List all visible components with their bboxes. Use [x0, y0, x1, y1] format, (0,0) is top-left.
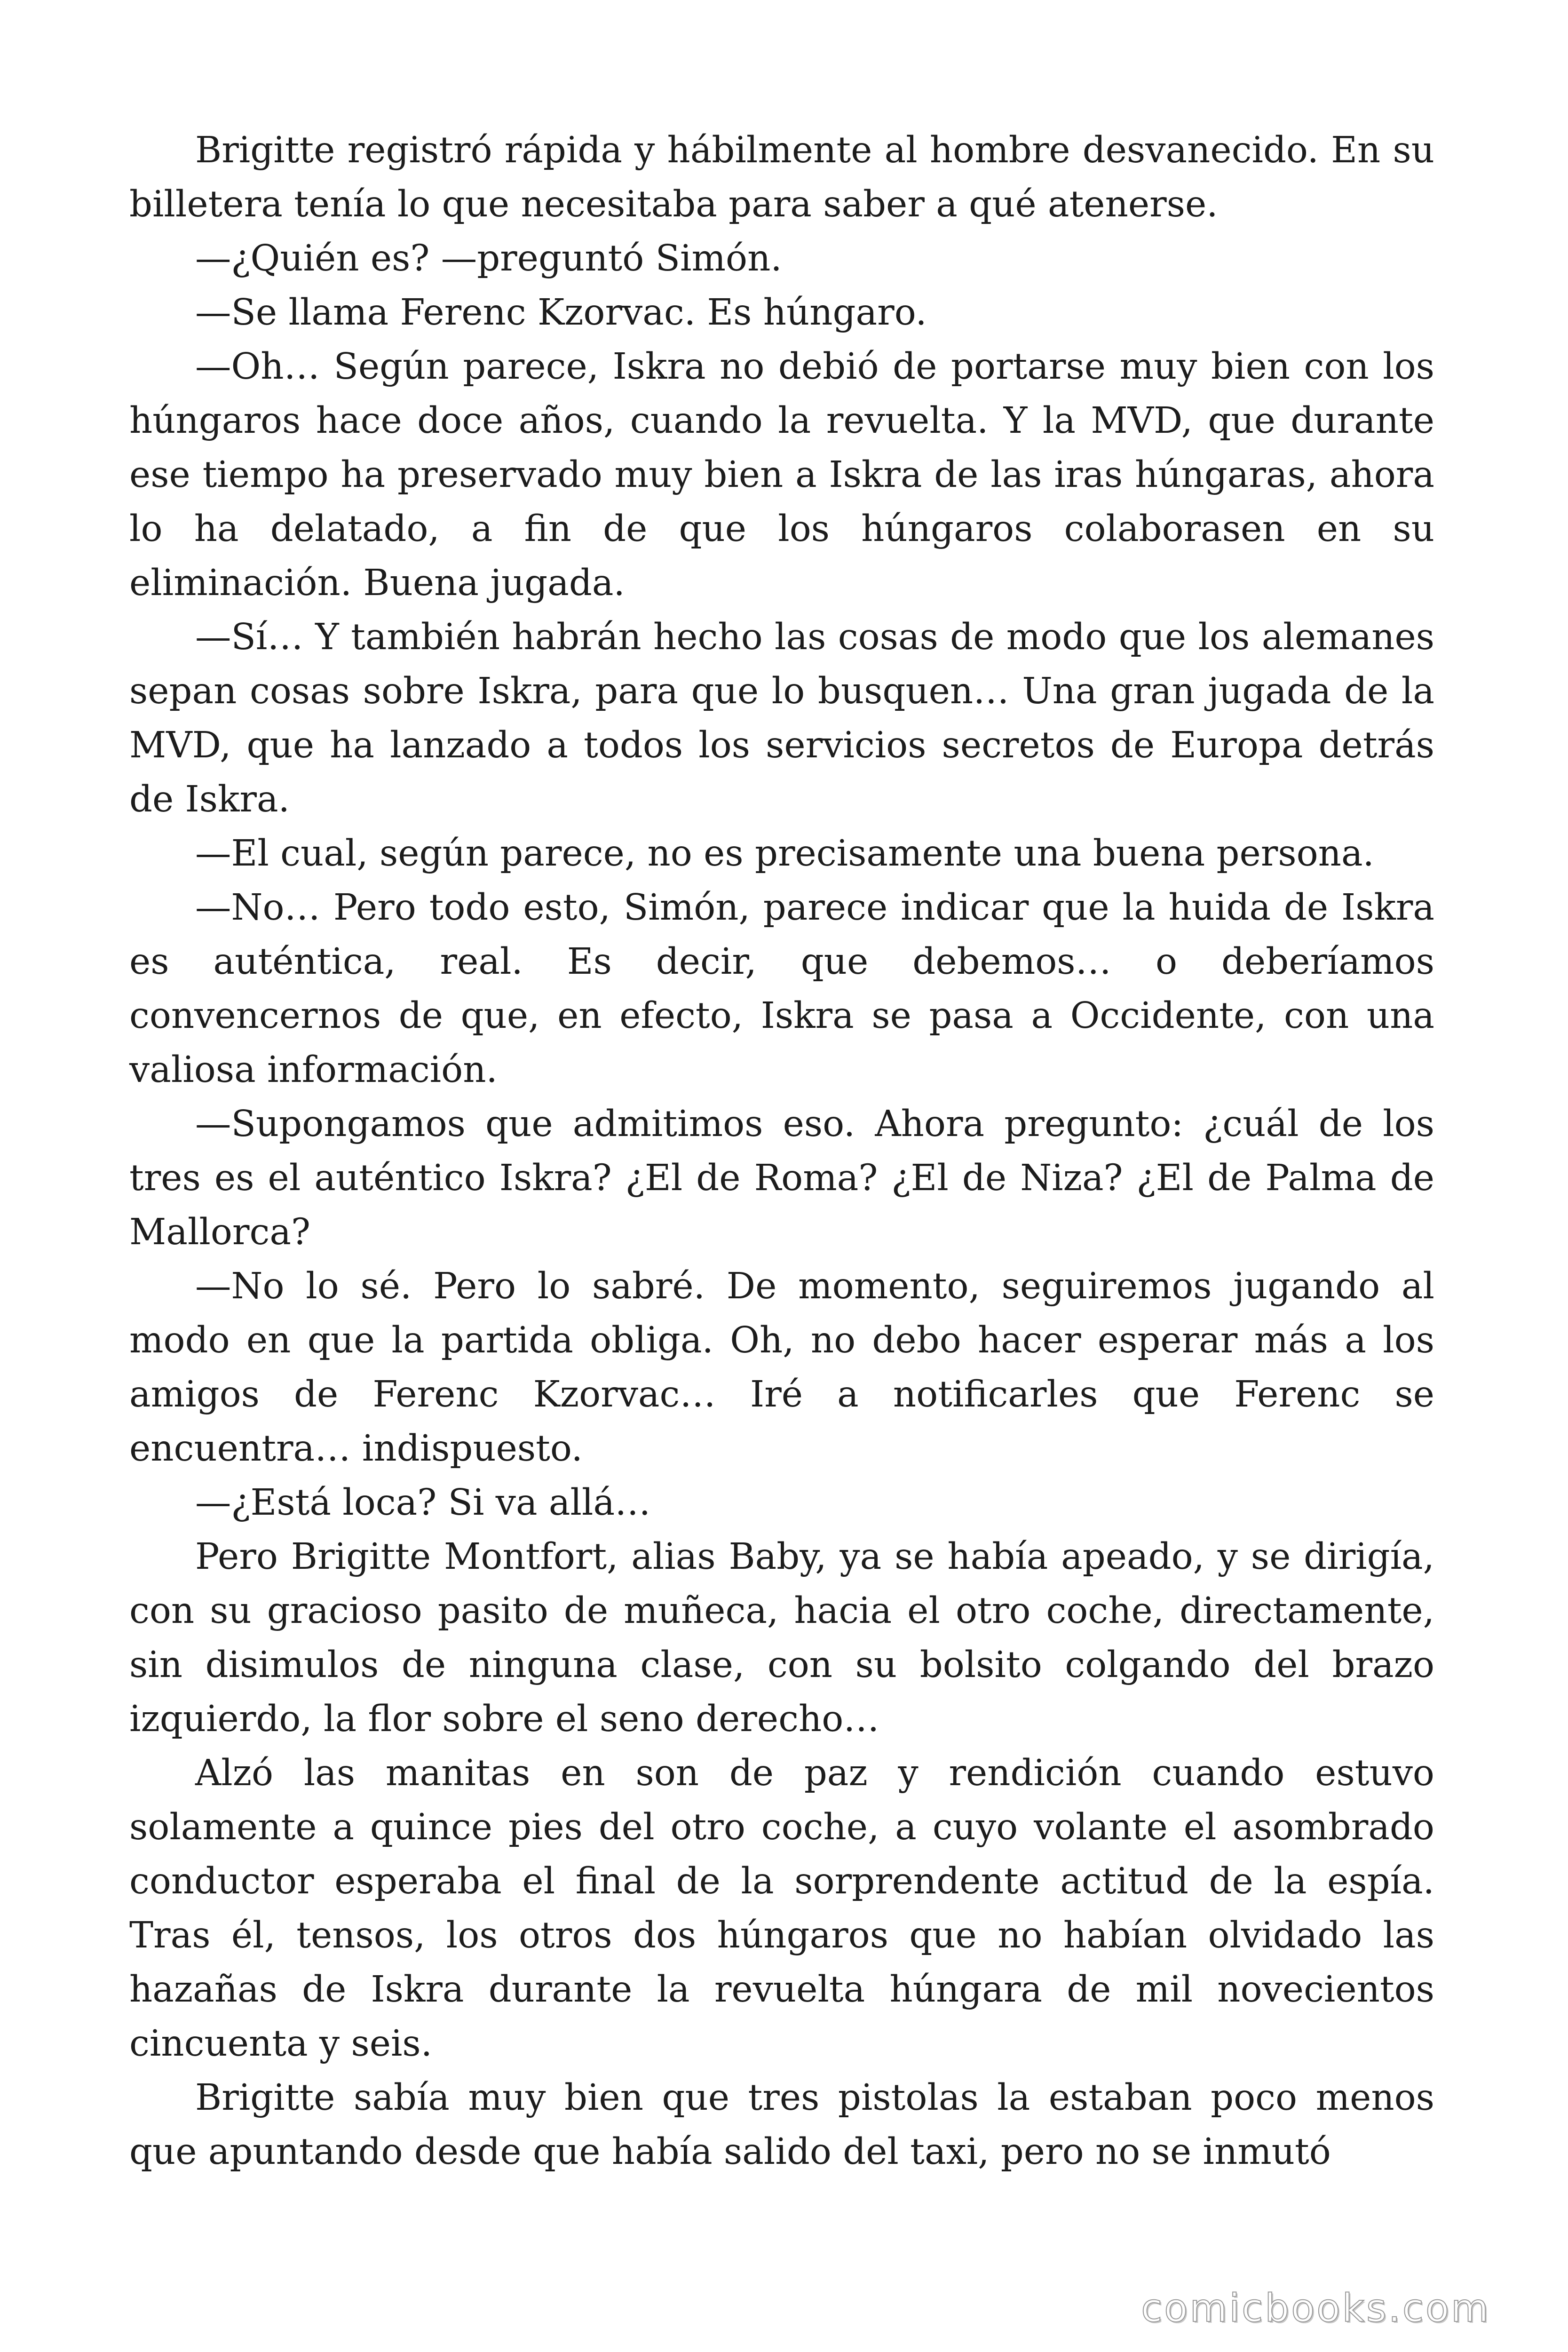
- paragraph: —No lo sé. Pero lo sabré. De momento, seguiremos jugando al modo en que la partida obliga. Oh, no debo hacer esperar más a los amigos de Ferenc Kzorvac… Iré a notificarles que Ferenc se encuentra… indispuesto.: [129, 1265, 1434, 1470]
- watermark: comicbooks.com: [1141, 2286, 1490, 2331]
- paragraph: —Oh… Según parece, Iskra no debió de portarse muy bien con los húngaros hace doce años, cuando la revuelta. Y la MVD, que durante ese tiempo ha preservado muy bien a Iskra de las iras húngaras, ahora lo ha delatado, a fin de que los húngaros colaborasen en su eliminación. Buena jugada.: [129, 346, 1434, 604]
- paragraph: Pero Brigitte Montfort, alias Baby, ya se había apeado, y se dirigía, con su gracioso pasito de muñeca, hacia el otro coche, directamente, sin disimulos de ninguna clase, con su bolsito colgando del brazo izquierdo, la flor sobre el seno derecho…: [129, 1536, 1434, 1740]
- paragraph: Alzó las manitas en son de paz y rendición cuando estuvo solamente a quince pies del otro coche, a cuyo volante el asombrado conductor esperaba el final de la sorprendente actitud de la espía. Tras él, tensos, los otros dos húngaros que no habían olvidado las hazañas de Iskra durante la revuelta húngara de mil novecientos cincuenta y seis.: [129, 1752, 1434, 2065]
- paragraph: —Supongamos que admitimos eso. Ahora pregunto: ¿cuál de los tres es el auténtico Iskra? ¿El de Roma? ¿El de Niza? ¿El de Palma de Mallorca?: [129, 1103, 1434, 1253]
- paragraph: Brigitte registró rápida y hábilmente al hombre desvanecido. En su billetera tenía lo que necesitaba para saber a qué atenerse.: [129, 129, 1434, 225]
- paragraph: —No… Pero todo esto, Simón, parece indicar que la huida de Iskra es auténtica, real. Es decir, que debemos… o deberíamos convencernos de que, en efecto, Iskra se pasa a Occidente, con una valiosa información.: [129, 887, 1434, 1091]
- paragraph: —¿Quién es? —preguntó Simón.: [195, 238, 782, 279]
- paragraph: Brigitte sabía muy bien que tres pistolas la estaban poco menos que apuntando desde que había salido del taxi, pero no se inmutó: [129, 2077, 1434, 2173]
- paragraph: —El cual, según parece, no es precisamente una buena persona.: [195, 833, 1374, 874]
- paragraph: —¿Está loca? Si va allá…: [195, 1482, 651, 1524]
- paragraph: —Sí… Y también habrán hecho las cosas de modo que los alemanes sepan cosas sobre Iskra, para que lo busquen… Una gran jugada de la MVD, que ha lanzado a todos los servicios secretos de Europa detrás de Iskra.: [129, 616, 1434, 820]
- page-body: [129, 123, 1434, 2179]
- paragraph: —Se llama Ferenc Kzorvac. Es húngaro.: [195, 292, 927, 334]
